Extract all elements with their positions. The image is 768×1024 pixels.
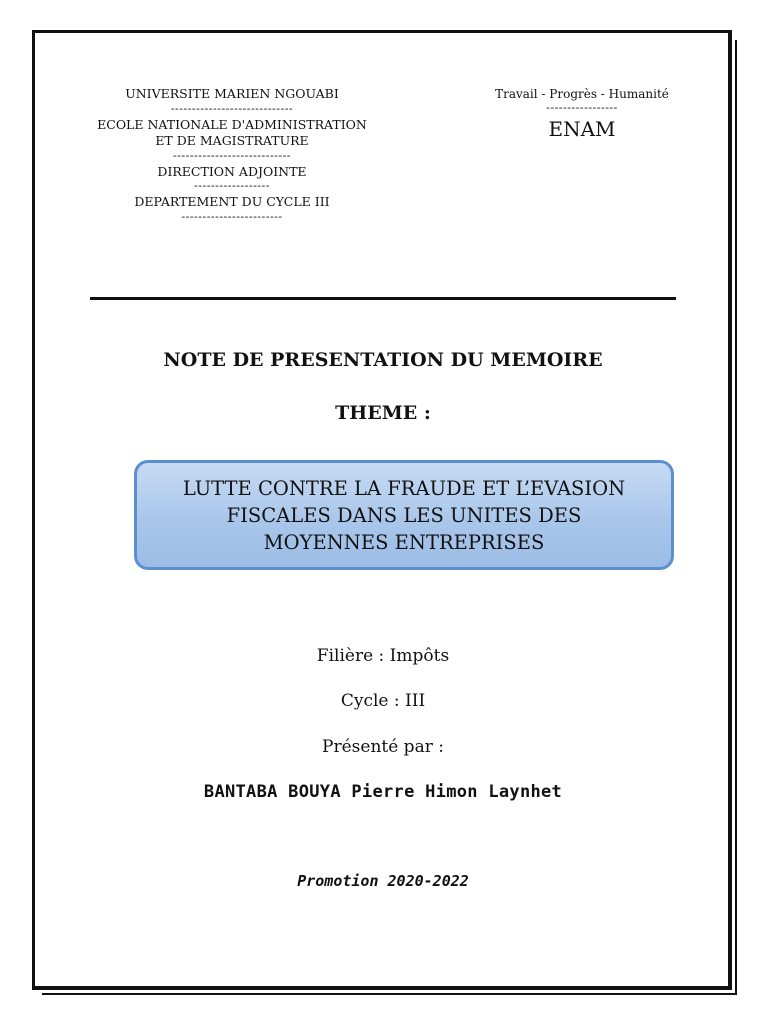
cycle-line: Cycle : III	[340, 691, 426, 711]
separator: ----------------------------	[172, 148, 292, 162]
direction-name: DIRECTION ADJOINTE	[157, 163, 307, 179]
theme-label: THEME :	[335, 402, 431, 424]
presented-by-line: Présenté par :	[322, 737, 444, 757]
separator: ------------------	[194, 179, 270, 192]
separator: ------------------------	[181, 209, 283, 223]
separator: -----------------	[546, 101, 618, 114]
department-name: DEPARTEMENT DU CYCLE III	[134, 194, 330, 209]
institution-header	[86, 86, 378, 223]
motto-header	[484, 86, 680, 142]
university-name: UNIVERSITE MARIEN NGOUABI	[125, 86, 339, 101]
school-name-line1: ECOLE NATIONALE D'ADMINISTRATION	[97, 116, 367, 132]
author-name: BANTABA BOUYA Pierre Himon Laynhet	[203, 782, 563, 802]
separator: -----------------------------	[170, 101, 294, 115]
filiere-line: Filière : Impôts	[316, 646, 450, 666]
motto: Travail - Progrès - Humanité	[495, 87, 669, 101]
school-name-line2: ET DE MAGISTRATURE	[155, 133, 309, 148]
school-abbreviation: ENAM	[548, 117, 616, 141]
promotion-line: Promotion 2020-2022	[297, 872, 469, 890]
document-title: NOTE DE PRESENTATION DU MEMOIRE	[163, 349, 603, 371]
horizontal-rule	[90, 297, 676, 300]
theme-box: LUTTE CONTRE LA FRAUDE ET L’EVASION FISCALES DANS LES UNITES DES MOYENNES ENTREPRISES	[134, 460, 674, 570]
